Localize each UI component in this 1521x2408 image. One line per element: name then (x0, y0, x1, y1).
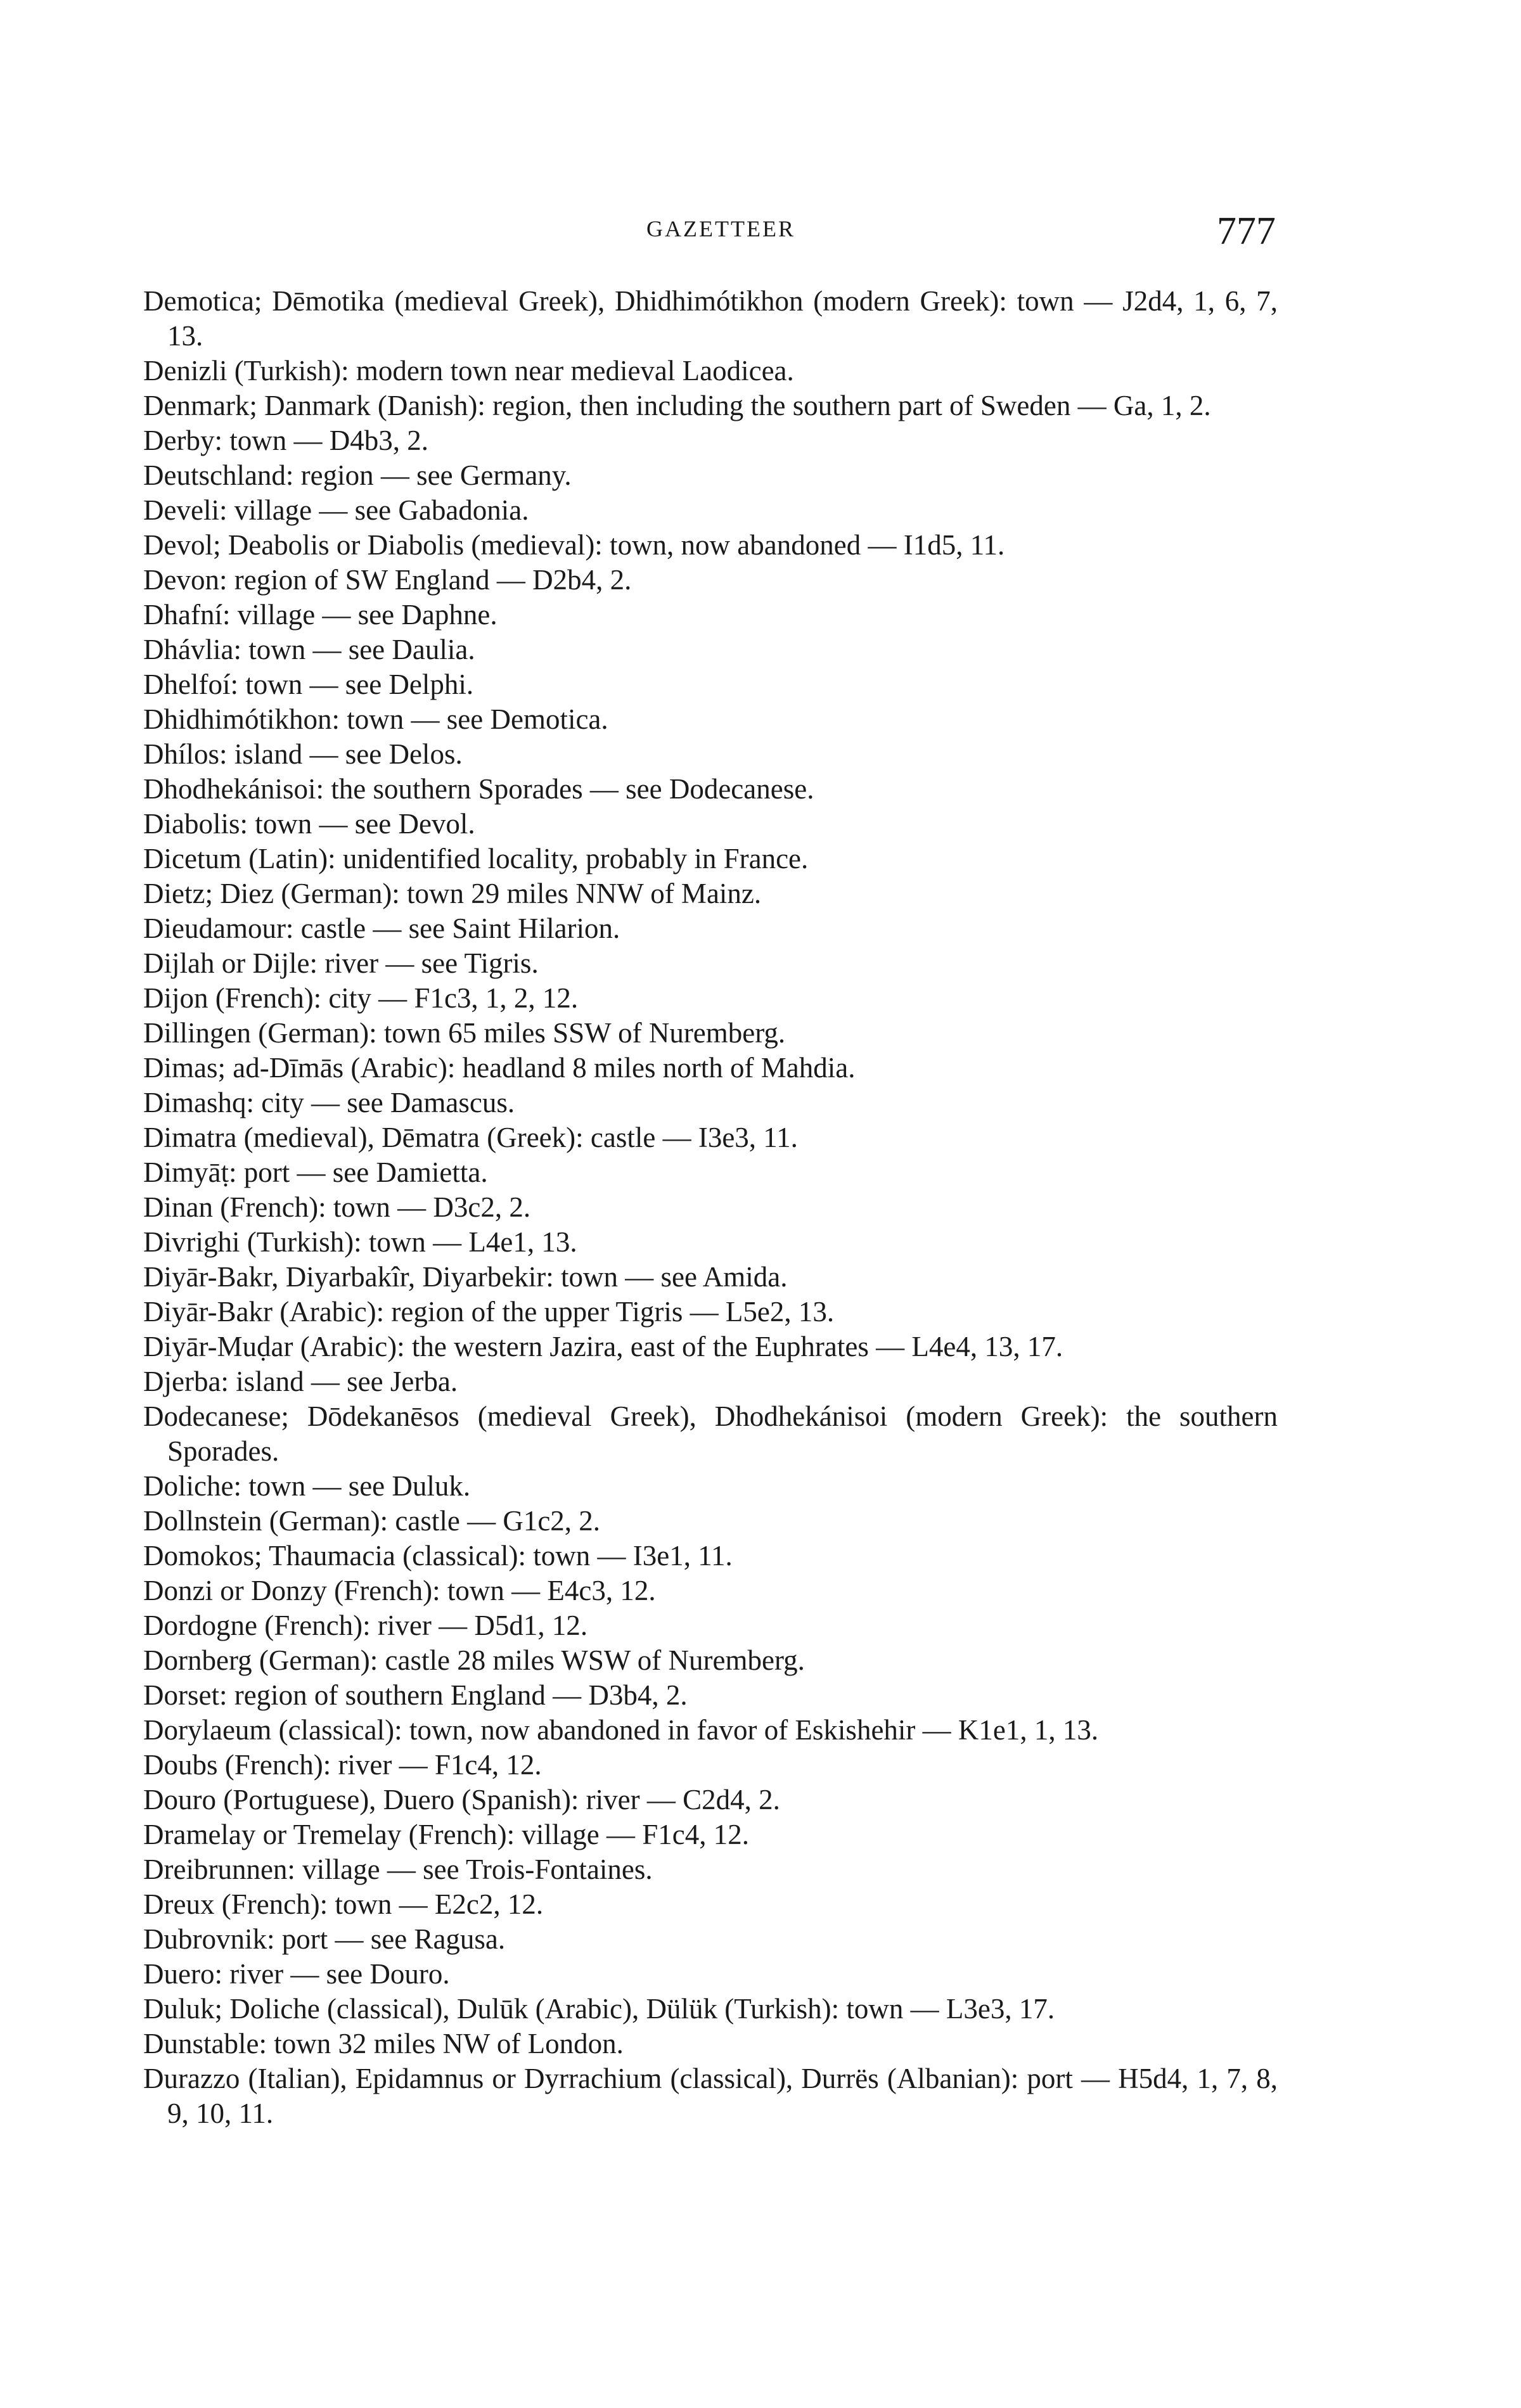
gazetteer-entry: Derby: town — D4b3, 2. (143, 425, 428, 456)
gazetteer-entry: Dillingen (German): town 65 miles SSW of Nuremberg. (143, 1017, 786, 1049)
gazetteer-entry: Dhelfoí: town — see Delphi. (143, 669, 474, 700)
gazetteer-entry: Devon: region of SW England — D2b4, 2. (143, 564, 632, 596)
gazetteer-entry: Douro (Portuguese), Duero (Spanish): river — C2d4, 2. (143, 1784, 780, 1816)
gazetteer-entry: Doubs (French): river — F1c4, 12. (143, 1749, 542, 1781)
gazetteer-entry: Dijlah or Dijle: river — see Tigris. (143, 947, 539, 979)
gazetteer-entry: Dinan (French): town — D3c2, 2. (143, 1191, 531, 1223)
gazetteer-entry: Domokos; Thaumacia (classical): town — I3e1, 11. (143, 1540, 733, 1572)
gazetteer-entry: Dreux (French): town — E2c2, 12. (143, 1888, 544, 1920)
gazetteer-entry: Dramelay or Tremelay (French): village — F1c4, 12. (143, 1819, 750, 1850)
running-head: GAZETTEER (646, 216, 795, 241)
gazetteer-entry: Denizli (Turkish): modern town near medieval Laodicea. (143, 355, 794, 387)
gazetteer-entry: Dietz; Diez (German): town 29 miles NNW of Mainz. (143, 878, 762, 909)
gazetteer-entry: Dunstable: town 32 miles NW of London. (143, 2028, 624, 2059)
gazetteer-entry: Dhávlia: town — see Daulia. (143, 634, 475, 665)
gazetteer-entry-list (143, 284, 1278, 2131)
gazetteer-entry: Donzi or Donzy (French): town — E4c3, 12. (143, 1575, 656, 1606)
gazetteer-entry: Diyār-Bakr (Arabic): region of the upper Tigris — L5e2, 13. (143, 1296, 835, 1328)
gazetteer-entry: Dimatra (medieval), Dēmatra (Greek): castle — I3e3, 11. (143, 1122, 798, 1153)
gazetteer-entry: Dhodhekánisoi: the southern Sporades — see Dodecanese. (143, 773, 814, 805)
gazetteer-entry: Divrighi (Turkish): town — L4e1, 13. (143, 1226, 577, 1258)
gazetteer-entry: Dhidhimótikhon: town — see Demotica. (143, 703, 608, 735)
gazetteer-entry: Dollnstein (German): castle — G1c2, 2. (143, 1505, 601, 1537)
gazetteer-entry: Djerba: island — see Jerba. (143, 1366, 458, 1397)
gazetteer-entry: Devol; Deabolis or Diabolis (medieval): town, now abandoned — I1d5, 11. (143, 529, 1005, 561)
gazetteer-entry: Dodecanese; Dōdekanēsos (medieval Greek), Dhodhekánisoi (modern Greek): the southern Sporades. (143, 1400, 1278, 1467)
gazetteer-entry: Dicetum (Latin): unidentified locality, probably in France. (143, 843, 809, 874)
gazetteer-entry: Dimyāṭ: port — see Damietta. (143, 1156, 488, 1188)
gazetteer-entry: Dieudamour: castle — see Saint Hilarion. (143, 913, 620, 944)
gazetteer-entry: Diabolis: town — see Devol. (143, 808, 475, 840)
gazetteer-entry: Duluk; Doliche (classical), Dulūk (Arabic), Dülük (Turkish): town — L3e3, 17. (143, 1993, 1055, 2025)
page-number: 777 (1217, 210, 1276, 253)
gazetteer-entry: Durazzo (Italian), Epidamnus or Dyrrachium (classical), Durrës (Albanian): port — H5d4, 1, 7, 8, 9, 10, 11. (143, 2063, 1278, 2129)
gazetteer-entry: Diyār-Muḍar (Arabic): the western Jazira, east of the Euphrates — L4e4, 13, 17. (143, 1331, 1063, 1362)
gazetteer-entry: Dijon (French): city — F1c3, 1, 2, 12. (143, 982, 579, 1014)
gazetteer-entry: Dorylaeum (classical): town, now abandoned in favor of Eskishehir — K1e1, 1, 13. (143, 1714, 1099, 1746)
gazetteer-entry: Dimashq: city — see Damascus. (143, 1087, 515, 1118)
gazetteer-entry: Deutschland: region — see Germany. (143, 459, 572, 491)
gazetteer-entry: Dreibrunnen: village — see Trois-Fontaines. (143, 1854, 653, 1885)
gazetteer-entry: Develi: village — see Gabadonia. (143, 494, 529, 526)
gazetteer-entry: Dhílos: island — see Delos. (143, 738, 463, 770)
gazetteer-entry: Dubrovnik: port — see Ragusa. (143, 1923, 506, 1955)
gazetteer-entry: Diyār-Bakr, Diyarbakîr, Diyarbekir: town — see Amida. (143, 1261, 788, 1293)
gazetteer-entry: Demotica; Dēmotika (medieval Greek), Dhidhimótikhon (modern Greek): town — J2d4, 1, 6, 7, 13. (143, 285, 1278, 352)
gazetteer-entry: Dordogne (French): river — D5d1, 12. (143, 1610, 588, 1641)
gazetteer-entry: Doliche: town — see Duluk. (143, 1470, 471, 1502)
gazetteer-entry: Dorset: region of southern England — D3b4, 2. (143, 1679, 688, 1711)
gazetteer-entry: Dornberg (German): castle 28 miles WSW of Nuremberg. (143, 1644, 805, 1676)
gazetteer-entry: Denmark; Danmark (Danish): region, then including the southern part of Sweden — Ga, 1, 2. (143, 390, 1211, 421)
gazetteer-entry: Dhafní: village — see Daphne. (143, 599, 497, 631)
gazetteer-entry: Duero: river — see Douro. (143, 1958, 450, 1990)
gazetteer-entry: Dimas; ad-Dīmās (Arabic): headland 8 miles north of Mahdia. (143, 1052, 856, 1084)
